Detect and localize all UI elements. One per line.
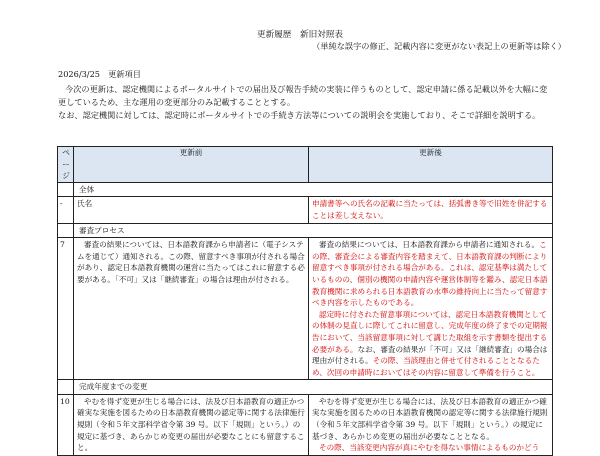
table-row bbox=[58, 394, 553, 455]
section-page-cell bbox=[58, 182, 74, 197]
section-page-cell bbox=[58, 223, 74, 238]
row-before: 審査の結果については、日本語教育課から申請者に（電子システムを通じて）通知される。この際、留意すべき事項が付される場合があり、認定日本語教育機関の運営に当たってはこれに留意する必要がある。「不可」又は「継続審査」の場合は理由が付される。 bbox=[74, 238, 309, 380]
after-paragraph-2 bbox=[312, 309, 549, 379]
update-date-line: 2026/3/25 更新項目 bbox=[58, 69, 141, 79]
intro-paragraph-1: 今次の更新は、認定機関によるポータルサイトでの届出及び報告手続の実装に伴うものとして、認定申請に係る記載以外を大幅に変更しているため、主な運用の変更部分のみ記載することとする。 bbox=[58, 84, 548, 108]
header-page: ページ bbox=[58, 147, 74, 183]
intro-text bbox=[58, 83, 548, 123]
after-paragraph-1 bbox=[312, 239, 549, 309]
section-row-review bbox=[58, 223, 553, 238]
section-row-complete bbox=[58, 380, 553, 395]
after-paragraph-2: その際、当該変更内容が真にやむを得ない事情によるものかどう bbox=[319, 443, 540, 453]
after-text-red: 認定時に付された留意事項については、認定日本語教育機関としての体制の見直しに際してこれに留意し、完成年度の終了までの定期報告において、当該留意事項に対して講じた取組を示す書類を提出する必要がある。 bbox=[312, 309, 548, 354]
row-before: やむを得ず変更が生じる場合には、法及び日本語教育の適正かつ確実な実施を図るための日本語教育機関の認定等に関する法律施行規則（令和５年文部科学省令第 39 号。以下「規則」という。）の規定に基づき、あらかじめ変更の届出が必要なことにも留意すること。 bbox=[74, 394, 309, 455]
row-after bbox=[309, 394, 553, 455]
after-text-red: この際、審査会による審査内容を踏まえて、日本語教育課の判断により留意すべき事項が付される場合がある。これは、認定基準は満たしているものの、個別の機関の申請内容や運営体制等を鑑み、認定日本語教育機関に求められる日本語教育の水準の維持向上に当たって留意すべき内容を示したものである。 bbox=[312, 240, 548, 308]
row-page: - bbox=[58, 197, 74, 223]
section-label-all: 全体 bbox=[74, 182, 553, 197]
after-text-black: 審査の結果については、日本語教育課から申請者に通知される。 bbox=[319, 240, 540, 250]
row-after bbox=[309, 238, 553, 380]
comparison-table bbox=[57, 146, 553, 456]
header-before: 更新前 bbox=[74, 147, 309, 183]
after-text-red: その際、当該理由と併せて付されることとなるため、次回の申請時においてはその内容に留意して準備を行うこと。 bbox=[312, 356, 540, 377]
after-text-black: なお、審査の結果が「不可」又は「継続審査」の場合は理由が付される。 bbox=[312, 344, 548, 366]
after-paragraph-1: やむを得ず変更が生じる場合には、法及び日本語教育の適正かつ確実な実施を図るための日本語教育機関の認定等に関する法律施行規則（令和５年文部科学省令第 39 号。以下「規則」という。）の規定に基づき、あらかじめ変更の届出が必要なこととなる。 bbox=[312, 396, 548, 441]
exclusion-note: （単純な誤字の修正、記載内容に変更がない表記上の更新等は除く） bbox=[312, 41, 566, 51]
row-page: 7 bbox=[58, 238, 74, 380]
section-row-all bbox=[58, 182, 553, 197]
intro-paragraph-2: なお、認定機関に対しては、認定時にポータルサイトでの手続き方法等についての説明会を実施しており、そこで詳細を説明する。 bbox=[58, 110, 541, 121]
table-row bbox=[58, 197, 553, 223]
row-before: 氏名 bbox=[74, 197, 309, 223]
header-after: 更新後 bbox=[309, 147, 553, 183]
document-title: 更新履歴 新旧対照表 bbox=[257, 30, 343, 40]
table-row bbox=[58, 238, 553, 380]
row-page: 10 bbox=[58, 394, 74, 455]
section-label-review: 審査プロセス bbox=[74, 223, 553, 238]
section-page-cell bbox=[58, 380, 74, 395]
table-header-row bbox=[58, 147, 553, 183]
section-label-complete: 完成年度までの変更 bbox=[74, 380, 553, 395]
row-after: 申請書等への氏名の記載に当たっては、括弧書き等で旧姓を併記することは差し支えない。 bbox=[309, 197, 553, 223]
